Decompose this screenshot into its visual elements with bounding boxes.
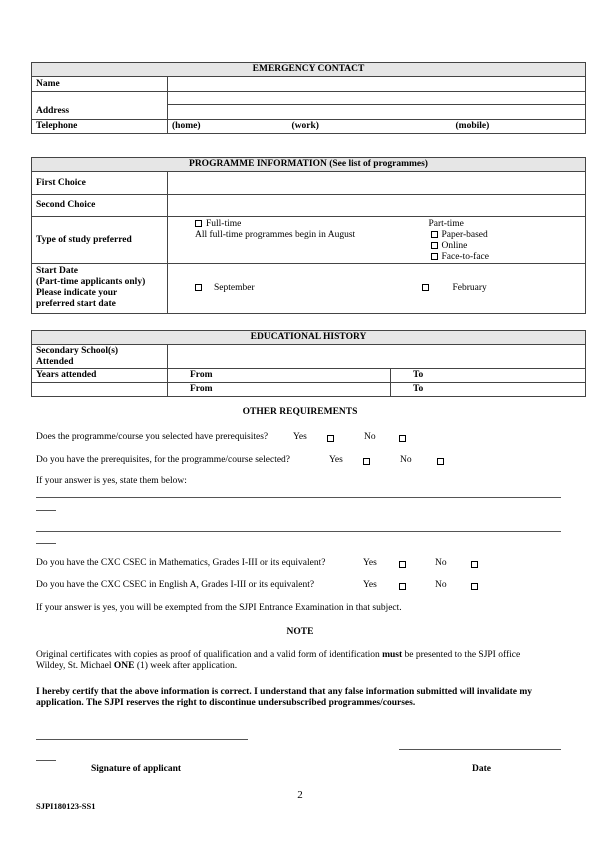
face-to-face-option[interactable]: [429, 252, 582, 263]
first-choice-field[interactable]: [168, 172, 586, 195]
prerequisites-line-1-tail: [36, 510, 56, 511]
q5-no-label: No: [435, 580, 447, 590]
q2-no-checkbox[interactable]: [437, 458, 444, 465]
emergency-contact-table: [31, 62, 586, 134]
paper-based-checkbox[interactable]: [431, 231, 438, 238]
signature-of-applicant-label: Signature of applicant: [91, 764, 182, 774]
q1-yes-label: Yes: [293, 432, 307, 442]
online-label: Online: [441, 241, 468, 251]
emergency-contact-title: EMERGENCY CONTACT: [32, 63, 586, 77]
paper-based-label: Paper-based: [441, 230, 488, 240]
address-field-line1[interactable]: [168, 92, 586, 105]
address-label: Address: [32, 92, 168, 120]
full-time-option[interactable]: [195, 219, 396, 230]
prerequisites-line-2[interactable]: [36, 531, 561, 532]
secondary-school-label: [32, 345, 168, 369]
q4-yes-label: Yes: [363, 558, 377, 568]
educational-history-title: EDUCATIONAL HISTORY: [32, 331, 586, 345]
full-time-checkbox[interactable]: [195, 220, 202, 227]
start-date-label-line1: Start Date: [36, 266, 78, 276]
from-label-2: From: [190, 384, 213, 394]
secondary-school-label-line1: Secondary School(s): [36, 346, 119, 356]
note-text-must: must: [382, 650, 403, 660]
start-date-label: [32, 264, 168, 314]
telephone-label: Telephone: [32, 120, 168, 134]
name-label: Name: [32, 77, 168, 92]
study-type-label: Type of study preferred: [32, 217, 168, 264]
part-time-cell: [400, 217, 586, 264]
applicant-signature-line[interactable]: [36, 739, 248, 740]
q4-no-checkbox[interactable]: [471, 561, 478, 568]
note-text: [36, 650, 566, 672]
start-date-label-line4: preferred start date: [36, 299, 116, 309]
to-label-1: To: [413, 370, 424, 380]
full-time-cell: [168, 217, 400, 264]
second-choice-label: Second Choice: [32, 195, 168, 217]
years-from-field-2[interactable]: [168, 383, 391, 397]
programme-information-title: PROGRAMME INFORMATION (See list of programmes): [32, 158, 586, 172]
years-from-field-1[interactable]: [168, 369, 391, 383]
q2-question: Do you have the prerequisites, for the programme/course selected?: [36, 455, 291, 465]
document-code: SJPI180123-SS1: [36, 801, 96, 811]
q1-no-label: No: [364, 432, 376, 442]
secondary-school-field[interactable]: [168, 345, 586, 369]
q1-question: Does the programme/course you selected have prerequisites?: [36, 432, 269, 442]
prerequisites-line-1[interactable]: [36, 497, 561, 498]
prerequisites-line-2-tail: [36, 543, 56, 544]
years-to-field-1[interactable]: [391, 369, 586, 383]
work-phone-label: (work): [291, 121, 319, 131]
september-checkbox[interactable]: [195, 284, 202, 291]
years-attended-blank: [32, 383, 168, 397]
years-to-field-2[interactable]: [391, 383, 586, 397]
name-field[interactable]: [168, 77, 586, 92]
mobile-phone-field[interactable]: [416, 120, 586, 134]
face-to-face-checkbox[interactable]: [431, 253, 438, 260]
address-field-line2[interactable]: [168, 105, 586, 120]
q4-question: Do you have the CXC CSEC in Mathematics, Grades I-III or its equivalent?: [36, 558, 326, 568]
date-line[interactable]: [399, 749, 561, 750]
face-to-face-label: Face-to-face: [441, 252, 489, 262]
full-time-note: All full-time programmes begin in August: [195, 230, 356, 240]
years-attended-label: Years attended: [32, 369, 168, 383]
note-text-part4: (1) week after application.: [134, 661, 238, 671]
q4-yes-checkbox[interactable]: [399, 561, 406, 568]
q3-question: If your answer is yes, state them below:: [36, 476, 187, 486]
q2-yes-checkbox[interactable]: [363, 458, 370, 465]
other-requirements-title: OTHER REQUIREMENTS: [242, 407, 358, 417]
home-phone-field[interactable]: [168, 120, 288, 134]
note-text-part2: be presented to the SJPI office: [402, 650, 521, 660]
q4-no-label: No: [435, 558, 447, 568]
february-checkbox[interactable]: [422, 284, 429, 291]
note-text-one: ONE: [113, 661, 135, 671]
september-option[interactable]: [168, 264, 400, 314]
mobile-phone-label: (mobile): [455, 121, 490, 131]
q2-yes-label: Yes: [329, 455, 343, 465]
part-time-label: Part-time: [428, 219, 464, 229]
programme-information-table: [31, 157, 586, 314]
note-text-part3: Wildey, St. Michael: [36, 661, 114, 671]
note-text-part1: Original certificates with copies as proof of qualification and a valid form of identification: [36, 650, 383, 660]
start-date-label-line3: Please indicate your: [36, 288, 118, 298]
paper-based-option[interactable]: [429, 230, 582, 241]
from-label-1: From: [190, 370, 213, 380]
q2-no-label: No: [400, 455, 412, 465]
applicant-signature-line-tail: [36, 760, 56, 761]
work-phone-field[interactable]: [288, 120, 416, 134]
page-number: 2: [297, 789, 303, 801]
start-date-label-line2: (Part-time applicants only): [36, 277, 146, 287]
online-checkbox[interactable]: [431, 242, 438, 249]
full-time-label: Full-time: [206, 219, 242, 229]
educational-history-table: [31, 330, 586, 397]
february-label: February: [452, 283, 487, 293]
online-option[interactable]: [429, 241, 582, 252]
exemption-note: If your answer is yes, you will be exempted from the SJPI Entrance Examination in that subject.: [36, 603, 402, 613]
certification-statement: I hereby certify that the above information is correct. I understand that any false information submitted will invalidate my application. The SJPI reserves the right to discontinue undersubscribed programmes/courses.: [36, 687, 532, 708]
q5-no-checkbox[interactable]: [471, 583, 478, 590]
secondary-school-label-line2: Attended: [36, 357, 74, 367]
first-choice-label: First Choice: [32, 172, 168, 195]
september-label: September: [214, 283, 255, 293]
q1-yes-checkbox[interactable]: [327, 435, 334, 442]
q1-no-checkbox[interactable]: [399, 435, 406, 442]
to-label-2: To: [413, 384, 424, 394]
q5-yes-label: Yes: [363, 580, 377, 590]
second-choice-field[interactable]: [168, 195, 586, 217]
date-label: Date: [472, 764, 491, 774]
home-phone-label: (home): [172, 121, 201, 131]
q5-question: Do you have the CXC CSEC in English A, Grades I-III or its equivalent?: [36, 580, 315, 590]
note-title: NOTE: [286, 627, 314, 637]
february-option[interactable]: [400, 264, 586, 314]
q5-yes-checkbox[interactable]: [399, 583, 406, 590]
